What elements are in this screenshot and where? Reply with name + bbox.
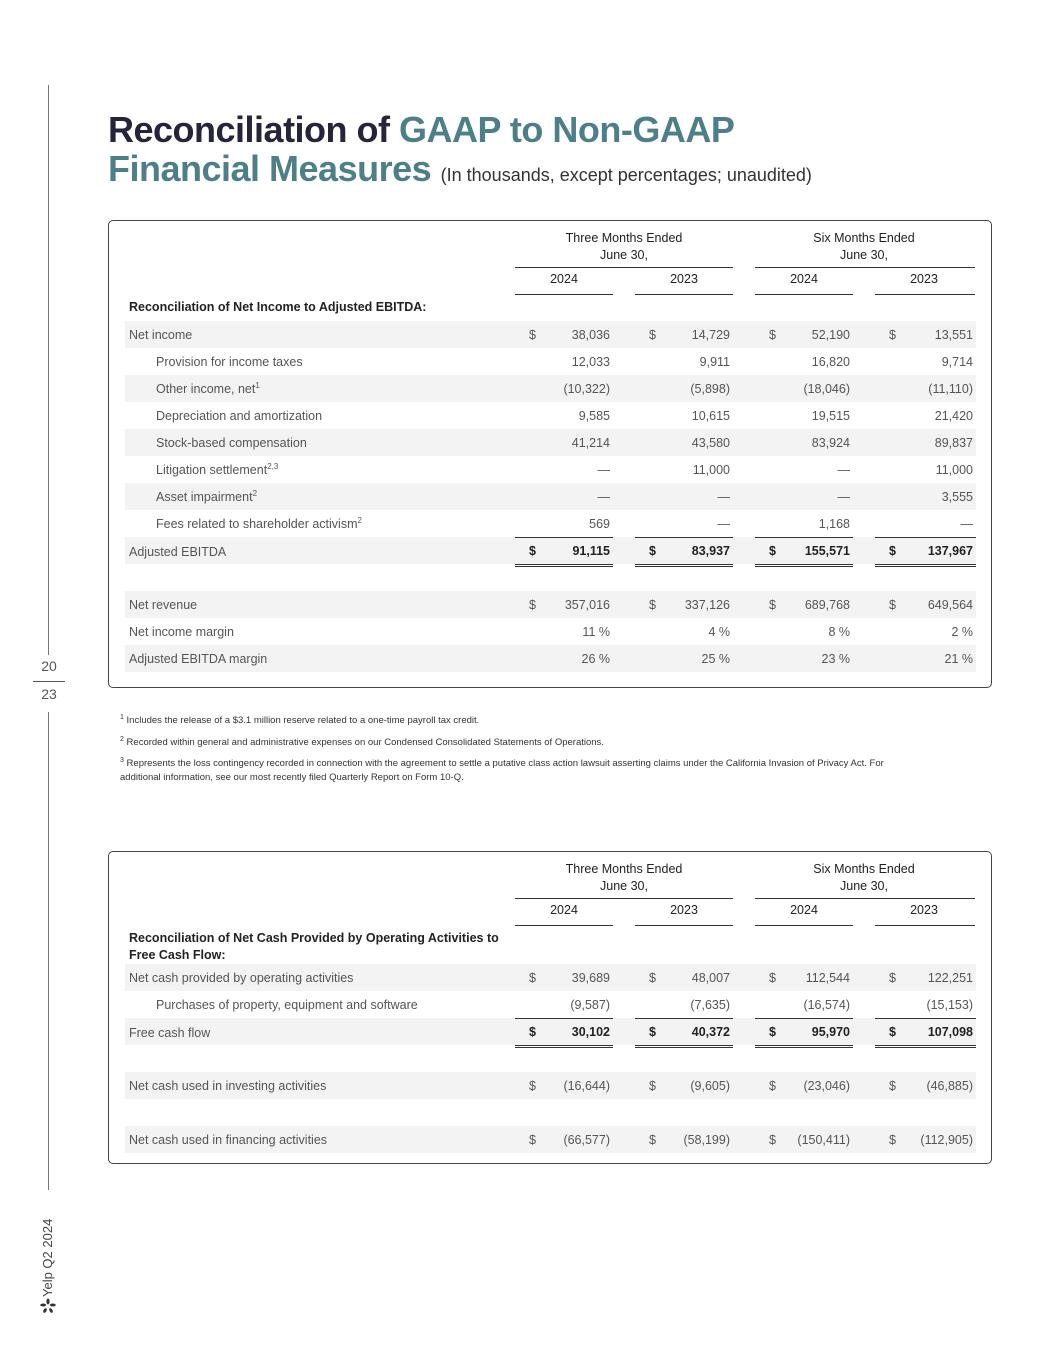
page-number: 20 xyxy=(41,658,57,674)
value: 16,820 xyxy=(811,354,850,369)
value: (11,110) xyxy=(928,381,973,396)
value-cell xyxy=(515,964,613,991)
value: (16,574) xyxy=(803,997,850,1012)
value: 9,714 xyxy=(941,354,973,369)
value-cell xyxy=(515,483,613,510)
value-cell xyxy=(755,1126,853,1153)
footnote-ref: 2 xyxy=(252,488,258,498)
value-cell xyxy=(755,537,853,567)
dollar-sign: $ xyxy=(889,544,896,558)
value-cell xyxy=(875,1072,976,1099)
value: 9,585 xyxy=(578,408,610,423)
dollar-sign: $ xyxy=(529,1078,536,1093)
year-header: 2023 xyxy=(670,272,698,286)
dollar-sign: $ xyxy=(769,544,776,558)
value-cell xyxy=(875,1126,976,1153)
dollar-sign: $ xyxy=(769,597,776,612)
value: 2 % xyxy=(951,624,973,639)
table-row xyxy=(125,1126,976,1153)
value: 10,615 xyxy=(691,408,730,423)
value: (18,046) xyxy=(803,381,850,396)
dollar-sign: $ xyxy=(769,1078,776,1093)
spacer-row xyxy=(125,564,976,591)
header-rule xyxy=(755,898,975,899)
dollar-sign: $ xyxy=(529,327,536,342)
value: — xyxy=(717,489,730,504)
value-cell xyxy=(515,591,613,618)
value-cell xyxy=(515,456,613,483)
table-row xyxy=(125,483,976,510)
row-label: Free cash flow xyxy=(129,1026,211,1040)
value: 52,190 xyxy=(811,327,850,342)
brand-label: Yelp Q2 2024 xyxy=(40,1218,55,1297)
value-cell xyxy=(635,429,733,456)
value: 23 % xyxy=(821,651,850,666)
value: — xyxy=(717,516,730,531)
year-rule xyxy=(635,925,733,926)
value-cell xyxy=(635,537,733,567)
table-row xyxy=(125,375,976,402)
value-cell xyxy=(515,645,613,672)
value-cell xyxy=(635,1126,733,1153)
value: (9,605) xyxy=(690,1078,730,1093)
table-body xyxy=(125,964,976,1153)
year-rule xyxy=(875,925,975,926)
row-label: Litigation settlement$^{2,3}$ xyxy=(156,461,279,478)
year-rule xyxy=(635,294,733,295)
row-label: Net cash provided by operating activities xyxy=(129,970,354,985)
dollar-sign: $ xyxy=(649,1132,656,1147)
header-three-months: Three Months Ended June 30, xyxy=(565,231,683,262)
value: 43,580 xyxy=(691,435,730,450)
year-header: 2024 xyxy=(550,272,578,286)
value: (15,153) xyxy=(926,997,973,1012)
value: — xyxy=(597,489,610,504)
value: 83,937 xyxy=(691,544,730,558)
value-cell xyxy=(755,429,853,456)
dollar-sign: $ xyxy=(529,1025,536,1039)
value-cell xyxy=(515,429,613,456)
value: 137,967 xyxy=(927,544,973,558)
value-cell xyxy=(755,510,853,537)
value: 649,564 xyxy=(927,597,973,612)
value: — xyxy=(837,462,850,477)
value-cell xyxy=(635,321,733,348)
value-cell xyxy=(755,348,853,375)
year-rule xyxy=(515,925,613,926)
value-cell xyxy=(515,618,613,645)
row-label: Net income xyxy=(129,327,193,342)
spacer-row xyxy=(125,1099,976,1126)
value: 40,372 xyxy=(691,1025,730,1039)
value: (9,587) xyxy=(570,997,610,1012)
dollar-sign: $ xyxy=(529,597,536,612)
value: — xyxy=(837,489,850,504)
footnote-ref: 2,3 xyxy=(267,461,279,471)
value: (112,905) xyxy=(920,1132,973,1147)
value-cell xyxy=(755,618,853,645)
ebitda-reconciliation-table xyxy=(108,220,992,688)
value: 39,689 xyxy=(571,970,610,985)
rail-line-top xyxy=(48,85,49,655)
rail-line-bottom xyxy=(48,712,49,1190)
dollar-sign: $ xyxy=(649,597,656,612)
value-cell xyxy=(635,964,733,991)
row-label: Purchases of property, equipment and software xyxy=(156,997,418,1012)
value-cell xyxy=(635,645,733,672)
dollar-sign: $ xyxy=(649,970,656,985)
value-cell xyxy=(875,591,976,618)
row-label: Adjusted EBITDA xyxy=(129,545,227,559)
dollar-sign: $ xyxy=(529,544,536,558)
free-cash-flow-table xyxy=(108,851,992,1164)
footnote-1: $^1$ Includes the release of a $3.1 million reserve related to a one-time payroll tax credit. xyxy=(120,714,480,727)
value-cell xyxy=(875,429,976,456)
value-cell xyxy=(875,618,976,645)
year-rule xyxy=(515,294,613,295)
table-row xyxy=(125,429,976,456)
value-cell xyxy=(515,375,613,402)
value-cell xyxy=(755,321,853,348)
value: 11,000 xyxy=(935,462,973,477)
page-divider xyxy=(33,681,65,682)
dollar-sign: $ xyxy=(529,970,536,985)
value-cell xyxy=(875,645,976,672)
value-cell xyxy=(875,402,976,429)
table-row xyxy=(125,456,976,483)
value-cell xyxy=(635,402,733,429)
value-cell xyxy=(515,510,613,537)
spacer-row xyxy=(125,1045,976,1072)
dollar-sign: $ xyxy=(769,1132,776,1147)
value: 41,214 xyxy=(571,435,610,450)
value: (58,199) xyxy=(683,1132,730,1147)
value: 25 % xyxy=(701,651,730,666)
value: (46,885) xyxy=(926,1078,973,1093)
table-row xyxy=(125,645,976,672)
value-cell xyxy=(515,537,613,567)
value-cell xyxy=(515,402,613,429)
value: 21 % xyxy=(944,651,973,666)
row-label: Depreciation and amortization xyxy=(156,408,323,423)
dollar-sign: $ xyxy=(529,1132,536,1147)
table-row xyxy=(125,964,976,991)
footnote-ref: 1 xyxy=(255,380,260,390)
value: (150,411) xyxy=(797,1132,850,1147)
value: 107,098 xyxy=(927,1025,973,1039)
value-cell xyxy=(635,1072,733,1099)
value: (7,635) xyxy=(690,997,730,1012)
dollar-sign: $ xyxy=(889,597,896,612)
value-cell xyxy=(875,375,976,402)
value: — xyxy=(597,462,610,477)
value: 48,007 xyxy=(691,970,730,985)
value-cell xyxy=(635,456,733,483)
value: (10,322) xyxy=(563,381,610,396)
value-cell xyxy=(875,483,976,510)
value: (5,898) xyxy=(690,381,730,396)
value: — xyxy=(960,516,973,531)
value-cell xyxy=(755,375,853,402)
value-cell xyxy=(875,456,976,483)
value: 337,126 xyxy=(684,597,730,612)
dollar-sign: $ xyxy=(769,327,776,342)
value: 83,924 xyxy=(811,435,850,450)
row-label: Net cash used in financing activities xyxy=(129,1132,328,1147)
value: 91,115 xyxy=(572,544,610,558)
value-cell xyxy=(755,456,853,483)
year-header: 2023 xyxy=(910,272,938,286)
dollar-sign: $ xyxy=(889,327,896,342)
footnote-2: $^2$ Recorded within general and administrative expenses on our Condensed Consolidated Statements of Operations. xyxy=(120,736,604,749)
section-heading: Reconciliation of Net Cash Provided by Operating Activities to Free Cash Flow: xyxy=(129,931,499,962)
value: 122,251 xyxy=(927,970,973,985)
page-total: 23 xyxy=(41,686,57,702)
year-header: 2023 xyxy=(670,903,698,917)
table-row xyxy=(125,537,976,564)
value: (23,046) xyxy=(803,1078,850,1093)
value: (16,644) xyxy=(563,1078,610,1093)
row-label: Net income margin xyxy=(129,624,234,639)
dollar-sign: $ xyxy=(769,970,776,985)
row-label: Adjusted EBITDA margin xyxy=(129,651,268,666)
value-cell xyxy=(515,1072,613,1099)
table-row xyxy=(125,510,976,537)
value: 38,036 xyxy=(571,327,610,342)
dollar-sign: $ xyxy=(889,970,896,985)
dollar-sign: $ xyxy=(889,1132,896,1147)
value: 30,102 xyxy=(571,1025,610,1039)
value-cell xyxy=(875,348,976,375)
value: 12,033 xyxy=(571,354,610,369)
value-cell xyxy=(635,1018,733,1048)
row-label: Net cash used in investing activities xyxy=(129,1078,327,1093)
footnote-3: $^3$ Represents the loss contingency recorded in connection with the agreement to settle a putative class action lawsuit asserting claims under the California Invasion of Privacy Act. For additional information, see our most recently filed Quarterly Report on Form 10-Q. xyxy=(120,757,884,784)
value: 11,000 xyxy=(692,462,730,477)
value-cell xyxy=(755,1018,853,1048)
value-cell xyxy=(755,483,853,510)
dollar-sign: $ xyxy=(889,1078,896,1093)
value: 11 % xyxy=(582,624,610,639)
value: 8 % xyxy=(828,624,850,639)
dollar-sign: $ xyxy=(649,544,656,558)
table-row xyxy=(125,991,976,1018)
year-rule xyxy=(755,294,853,295)
page-title: Reconciliation of GAAP to Non-GAAP Financial Measures (In thousands, except percentages; unaudited) xyxy=(108,109,812,189)
value: 357,016 xyxy=(564,597,610,612)
value-cell xyxy=(755,964,853,991)
value-cell xyxy=(635,618,733,645)
value-cell xyxy=(875,991,976,1018)
year-header: 2024 xyxy=(790,272,818,286)
value-cell xyxy=(515,1018,613,1048)
row-label: Other income, net$^1$ xyxy=(156,380,260,397)
value: 14,729 xyxy=(691,327,730,342)
value: 689,768 xyxy=(804,597,850,612)
year-header: 2024 xyxy=(790,903,818,917)
year-rule xyxy=(875,294,975,295)
value: 112,544 xyxy=(805,970,850,985)
value-cell xyxy=(635,991,733,1018)
value: 26 % xyxy=(581,651,610,666)
value: 19,515 xyxy=(811,408,850,423)
value-cell xyxy=(515,991,613,1018)
dollar-sign: $ xyxy=(649,1078,656,1093)
table-row xyxy=(125,618,976,645)
yelp-burst-icon xyxy=(40,1298,56,1314)
value-cell xyxy=(875,964,976,991)
row-label: Asset impairment$^2$ xyxy=(156,488,258,505)
value-cell xyxy=(635,348,733,375)
value: (66,577) xyxy=(563,1132,610,1147)
table-row xyxy=(125,348,976,375)
value-cell xyxy=(875,321,976,348)
row-label: Fees related to shareholder activism$^2$ xyxy=(156,515,362,532)
dollar-sign: $ xyxy=(649,1025,656,1039)
value-cell xyxy=(755,591,853,618)
footnote-ref: 2 xyxy=(357,515,362,525)
year-header: 2023 xyxy=(910,903,938,917)
header-six-months: Six Months Ended June 30, xyxy=(813,862,915,893)
value-cell xyxy=(875,1018,976,1048)
value-cell xyxy=(515,348,613,375)
value-cell xyxy=(635,510,733,537)
table-body xyxy=(125,321,976,672)
value: 155,571 xyxy=(804,544,850,558)
value-cell xyxy=(515,1126,613,1153)
value: 95,970 xyxy=(811,1025,850,1039)
value-cell xyxy=(635,375,733,402)
value-cell xyxy=(875,510,976,537)
header-rule xyxy=(515,898,733,899)
dollar-sign: $ xyxy=(769,1025,776,1039)
table-row xyxy=(125,1018,976,1045)
value-cell xyxy=(755,991,853,1018)
header-rule xyxy=(515,267,733,268)
table-row xyxy=(125,591,976,618)
value: 4 % xyxy=(708,624,730,639)
value-cell xyxy=(635,591,733,618)
value-cell xyxy=(875,537,976,567)
value: 89,837 xyxy=(934,435,973,450)
value-cell xyxy=(755,1072,853,1099)
value: 3,555 xyxy=(941,489,973,504)
value: 1,168 xyxy=(818,516,850,531)
value-cell xyxy=(755,402,853,429)
value-cell xyxy=(515,321,613,348)
table-row xyxy=(125,321,976,348)
header-six-months: Six Months Ended June 30, xyxy=(813,231,915,262)
row-label: Net revenue xyxy=(129,597,198,612)
value: 13,551 xyxy=(934,327,973,342)
row-label: Stock-based compensation xyxy=(156,435,307,450)
header-three-months: Three Months Ended June 30, xyxy=(565,862,683,893)
dollar-sign: $ xyxy=(649,327,656,342)
year-header: 2024 xyxy=(550,903,578,917)
year-rule xyxy=(755,925,853,926)
value: 21,420 xyxy=(934,408,973,423)
value-cell xyxy=(635,483,733,510)
value: 569 xyxy=(589,516,610,531)
section-heading: Reconciliation of Net Income to Adjusted EBITDA: xyxy=(129,300,427,314)
value-cell xyxy=(755,645,853,672)
table-row xyxy=(125,402,976,429)
value: 9,911 xyxy=(699,354,730,369)
row-label: Provision for income taxes xyxy=(156,354,303,369)
page-subtitle: (In thousands, except percentages; unaudited) xyxy=(440,165,812,185)
table-row xyxy=(125,1072,976,1099)
header-rule xyxy=(755,267,975,268)
dollar-sign: $ xyxy=(889,1025,896,1039)
